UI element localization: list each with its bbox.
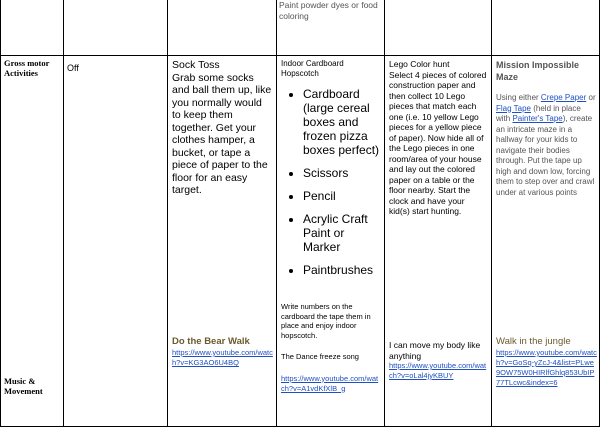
- music-movement-label: Music & Movement: [4, 376, 43, 396]
- maze-text: Using either: [496, 93, 541, 102]
- sock-toss-body: Grab some socks and ball them up, like you normally would to keep them together. Get your clothes hamper, a bucket, or tape a piece of paper to the floor for an easy target.: [172, 71, 272, 196]
- grid-line: [491, 0, 492, 427]
- body-like-link[interactable]: https://www.youtube.com/watch?v=oLal4jyKBUY: [389, 361, 487, 380]
- maze-body: [496, 93, 596, 198]
- painters-tape-link[interactable]: Painter's Tape: [512, 114, 563, 123]
- grid-line: [63, 0, 64, 427]
- crepe-paper-link[interactable]: Crepe Paper: [540, 93, 587, 102]
- hopscotch-title: Indoor Cardboard Hopscotch: [281, 59, 344, 78]
- list-item: • Cardboard (large cereal boxes and frozen pizza boxes perfect): [303, 87, 381, 157]
- maze-title: Mission Impossible Maze: [496, 60, 580, 82]
- maze-text: (held in place with: [496, 103, 581, 123]
- dance-freeze-activity: [281, 352, 381, 394]
- list-item: • Pencil: [303, 189, 381, 203]
- bear-walk-link[interactable]: https://www.youtube.com/watch?v=KG3AO6U4BQ: [172, 348, 273, 367]
- hopscotch-supply-list: [281, 87, 381, 277]
- sock-toss-activity: [172, 59, 273, 197]
- grid-line: [384, 0, 385, 427]
- top-row-col4-text: Paint powder dyes or food coloring: [279, 0, 378, 21]
- jungle-link[interactable]: https://www.youtube.com/watch?v=GoSq-yZcJ-4&list=PLwe9OW75W0HIRlfGhlq853UbIP77TLcwc&index=6: [496, 348, 597, 387]
- lego-activity: [389, 59, 487, 217]
- dance-freeze-title: The Dance freeze song: [281, 352, 359, 361]
- gross-motor-col2: Off: [67, 63, 79, 73]
- list-item: • Acrylic Craft Paint or Marker: [303, 212, 381, 254]
- list-item: • Scissors: [303, 166, 381, 180]
- body-like-title: I can move my body like anything: [389, 340, 481, 361]
- grid-line: [0, 55, 600, 56]
- grid-line: [167, 0, 168, 427]
- grid-line: [276, 0, 277, 427]
- gross-motor-label: Gross motor Activities: [4, 58, 50, 78]
- flag-tape-link[interactable]: Flag Tape: [496, 103, 531, 113]
- jungle-activity: [496, 336, 597, 388]
- hopscotch-footer: Write numbers on the cardboard the tape them in place and enjoy indoor hopscotch.: [281, 302, 371, 340]
- bear-walk-activity: [172, 336, 274, 368]
- grid-line: [0, 0, 1, 427]
- body-like-activity: [389, 340, 489, 381]
- lego-body: Select 4 pieces of colored construction paper and then collect 10 Lego pieces that match each one (i.e. 10 yellow Lego pieces for a yellow piece of paper). Now hide all of the Lego pieces in one room/area of your house and lay out the colored paper on a table or the floor nearby. Start the clock and have your kid(s) start hunting.: [389, 69, 487, 216]
- jungle-title: Walk in the jungle: [496, 336, 571, 347]
- list-item: • Paintbrushes: [303, 263, 381, 277]
- maze-text: ), create an intricate maze in a hallway for your kids to navigate their bodies through. Put the tape up high and down low, forcing them to step over and crawl under at various points: [496, 114, 595, 197]
- lego-title: Lego Color hunt: [389, 59, 450, 69]
- maze-activity: [496, 59, 596, 198]
- dance-freeze-link[interactable]: https://www.youtube.com/watch?v=A1vdKfXlB_g: [281, 373, 379, 393]
- sock-toss-title: Sock Toss: [172, 59, 220, 71]
- bear-walk-title: Do the Bear Walk: [172, 336, 250, 347]
- maze-text: or: [586, 93, 596, 102]
- hopscotch-activity: [281, 59, 381, 286]
